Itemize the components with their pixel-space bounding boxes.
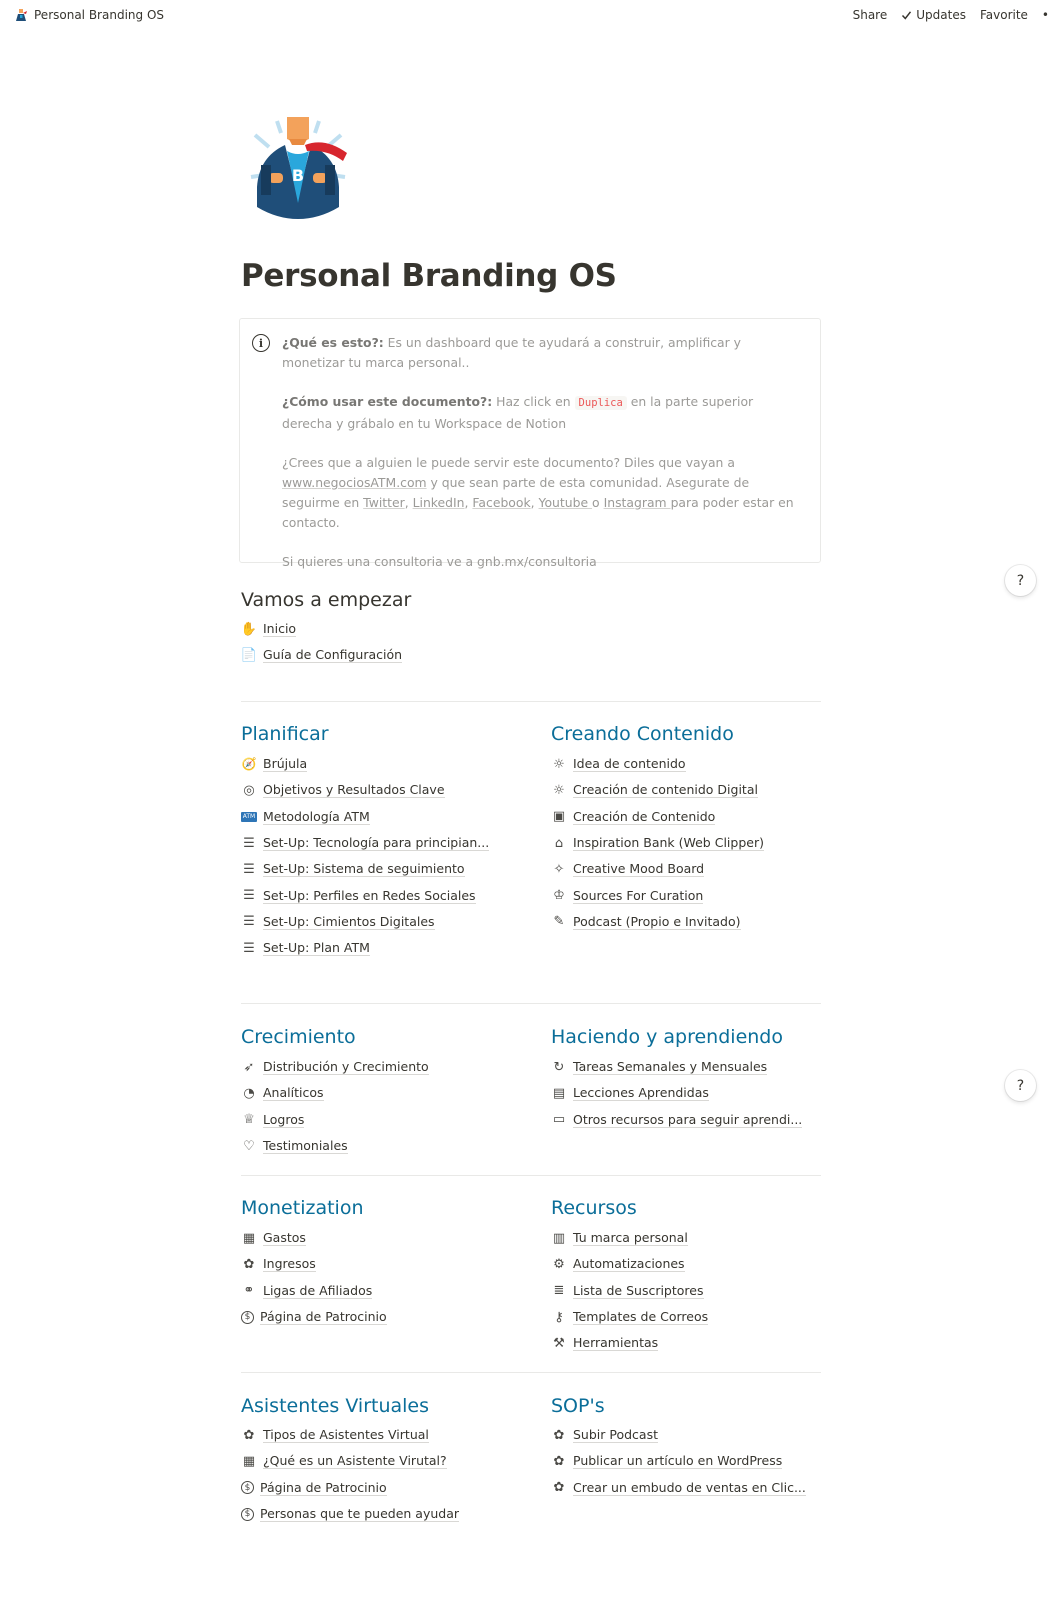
- archive-icon: ▥: [552, 1230, 566, 1246]
- book-icon: ▤: [552, 1085, 566, 1101]
- page-link-set-up-sistema-de-seguimiento[interactable]: [241, 856, 489, 882]
- comma: ,: [464, 494, 473, 510]
- page-link-lista-de-suscriptores[interactable]: [551, 1278, 708, 1304]
- planificar-list: [241, 751, 489, 961]
- callout-what-text: Es un dashboard que te ayudará a construir, amplificar y monetizar tu marca personal..: [282, 335, 742, 370]
- share-label: Share: [852, 8, 888, 22]
- crecimiento-list: [241, 1054, 429, 1159]
- tools-icon: ⚒: [553, 1335, 565, 1351]
- page-link-página-de-patrocinio[interactable]: [241, 1475, 459, 1501]
- page-link-objetivos-y-resultados-clave[interactable]: [241, 777, 489, 803]
- inbox-icon: ⌂: [554, 835, 564, 851]
- puzzle-icon: ✿: [553, 1453, 565, 1469]
- page-link-publicar-un-artículo-en-wordpress[interactable]: [551, 1448, 806, 1474]
- page-link-label: Inicio: [263, 621, 297, 637]
- target-icon: ◎: [243, 782, 255, 798]
- money-icon: ▦: [242, 1230, 256, 1246]
- page-link-label: Set-Up: Tecnología para principian...: [263, 835, 490, 851]
- puzzle-icon: ✿: [553, 1427, 565, 1443]
- crown-icon: ♔: [553, 888, 565, 904]
- page-link-guía-de-configuración[interactable]: [241, 642, 402, 668]
- linkedin-link[interactable]: LinkedIn: [412, 494, 465, 510]
- youtube-link[interactable]: Youtube: [538, 494, 593, 510]
- favorite-button[interactable]: [980, 8, 1028, 22]
- conjunction: o: [592, 494, 604, 510]
- duplica-code: Duplica: [575, 396, 627, 410]
- updates-label: Updates: [916, 8, 966, 22]
- compass-icon: 🧭: [241, 757, 257, 772]
- crecimiento-heading[interactable]: Crecimiento: [241, 1026, 356, 1048]
- page-link-creación-de-contenido[interactable]: [551, 804, 764, 830]
- haciendo-list: [551, 1054, 802, 1133]
- page-link-página-de-patrocinio[interactable]: [241, 1304, 387, 1330]
- page-link-label: Página de Patrocinio: [260, 1309, 387, 1325]
- page-link-testimoniales[interactable]: [241, 1133, 429, 1159]
- svg-text:B: B: [291, 166, 305, 185]
- page-link-label: Creación de Contenido: [573, 808, 716, 824]
- checklist-icon: ☰: [243, 861, 255, 877]
- callout-body: [278, 333, 806, 570]
- callout-how-label: ¿Cómo usar este documento?:: [282, 394, 493, 410]
- page-link-idea-de-contenido[interactable]: [551, 751, 764, 777]
- document-icon: 📄: [240, 647, 258, 663]
- page-link-label: ¿Qué es un Asistente Virutal?: [263, 1453, 447, 1469]
- refresh-icon: ↻: [553, 1059, 565, 1075]
- page-link-qué-es-un-asistente-virutal[interactable]: [241, 1448, 459, 1474]
- page-link-label: Idea de contenido: [573, 756, 686, 772]
- comma: ,: [404, 494, 413, 510]
- key-icon: ⚷: [554, 1309, 564, 1325]
- puzzle-icon: ✿: [243, 1427, 255, 1443]
- haciendo-heading[interactable]: Haciendo y aprendiendo: [551, 1026, 783, 1048]
- asistentes-list: [241, 1422, 459, 1527]
- dollar-circle-icon: $: [241, 1508, 254, 1521]
- page-link-label: Tu marca personal: [573, 1230, 688, 1246]
- sops-list: [551, 1422, 806, 1501]
- page-link-label: Analíticos: [263, 1085, 324, 1101]
- page-link-label: Guía de Configuración: [263, 647, 403, 663]
- page-mini-icon: [14, 8, 28, 22]
- recursos-heading[interactable]: Recursos: [551, 1197, 637, 1219]
- money-icon: ▦: [242, 1453, 256, 1469]
- page-link-label: Creación de contenido Digital: [573, 782, 758, 798]
- info-callout: [239, 318, 821, 570]
- page-link-set-up-tecnología-para-principian[interactable]: [241, 830, 489, 856]
- page-link-label: Creative Mood Board: [573, 861, 705, 877]
- waving-hand-icon: ✋: [240, 621, 258, 637]
- page-link-label: Página de Patrocinio: [260, 1479, 387, 1495]
- page-link-sources-for-curation[interactable]: [551, 882, 764, 908]
- page-link-label: Crear un embudo de ventas en Clic...: [573, 1479, 806, 1495]
- page-link-label: Tipos de Asistentes Virtual: [263, 1427, 429, 1443]
- gauge-icon: ◔: [243, 1085, 255, 1101]
- callout-paragraph-what: [282, 333, 806, 373]
- page-link-label: Gastos: [263, 1230, 306, 1246]
- page-title: Personal Branding OS: [241, 258, 617, 294]
- briefcase-icon: ▣: [552, 809, 566, 825]
- monetization-list: [241, 1225, 387, 1330]
- lightbulb-icon: ☼: [553, 756, 565, 772]
- checklist-icon: ☰: [243, 940, 255, 956]
- more-icon: •: [1041, 8, 1049, 22]
- sparkles-icon: ✧: [553, 861, 565, 877]
- page-link-personas-que-te-pueden-ayudar[interactable]: [241, 1501, 459, 1527]
- page-link-tipos-de-asistentes-virtual[interactable]: [241, 1422, 459, 1448]
- page-link-lecciones-aprendidas[interactable]: [551, 1080, 802, 1106]
- page-link-automatizaciones[interactable]: [551, 1251, 708, 1277]
- negociosatm-link[interactable]: www.negociosATM.com: [282, 475, 427, 491]
- page-link-label: Metodología ATM: [263, 808, 370, 824]
- help-button[interactable]: [1005, 1070, 1036, 1101]
- page-link-label: Set-Up: Perfiles en Redes Sociales: [263, 887, 476, 903]
- checkmark-icon: [901, 10, 912, 21]
- help-button[interactable]: [1005, 565, 1036, 596]
- page-link-label: Templates de Correos: [573, 1309, 709, 1325]
- atm-icon: ATM: [242, 813, 256, 821]
- page-link-label: Herramientas: [573, 1335, 659, 1351]
- page-link-label: Personas que te pueden ayudar: [260, 1506, 460, 1522]
- dollar-circle-icon: $: [241, 1311, 254, 1324]
- page-link-label: Automatizaciones: [573, 1256, 685, 1272]
- checklist-icon: ☰: [243, 888, 255, 904]
- trophy-icon: ♕: [243, 1112, 255, 1128]
- callout-share-text-end: para poder estar en contacto.: [282, 494, 794, 530]
- page-link-label: Ingresos: [263, 1256, 316, 1272]
- callout-paragraph-share: [282, 453, 806, 532]
- divider: [241, 1372, 821, 1373]
- page-link-label: Brújula: [263, 756, 308, 772]
- divider: [241, 1175, 821, 1176]
- callout-paragraph-how: [282, 392, 806, 434]
- page-link-label: Testimoniales: [263, 1138, 348, 1154]
- page-link-label: Ligas de Afiliados: [263, 1282, 373, 1298]
- callout-how-text-pre: Haz click en: [492, 394, 575, 410]
- info-icon: i: [252, 334, 270, 352]
- start-list: [241, 616, 402, 669]
- page-link-templates-de-correos[interactable]: [551, 1304, 708, 1330]
- puzzle-icon: ✿: [553, 1480, 565, 1496]
- creando-list: [551, 751, 764, 935]
- page-link-ingresos[interactable]: [241, 1251, 387, 1277]
- more-options-button[interactable]: [1042, 8, 1049, 22]
- callout-share-text-pre: ¿Crees que a alguien le puede servir este documento? Diles que vayan a: [282, 455, 735, 471]
- sops-heading[interactable]: SOP's: [551, 1395, 605, 1417]
- breadcrumb-title: Personal Branding OS: [34, 8, 165, 22]
- page-link-label: Publicar un artículo en WordPress: [573, 1453, 783, 1469]
- page-link-label: Set-Up: Cimientos Digitales: [263, 913, 435, 929]
- page-link-gastos[interactable]: [241, 1225, 387, 1251]
- comma: ,: [530, 494, 539, 510]
- page-link-logros[interactable]: [241, 1107, 429, 1133]
- checklist-icon: ☰: [243, 914, 255, 930]
- callout-what-label: ¿Qué es esto?:: [282, 335, 384, 350]
- page-link-label: Tareas Semanales y Mensuales: [573, 1059, 768, 1075]
- microphone-icon: ✎: [553, 914, 565, 930]
- twitter-link[interactable]: Twitter: [363, 494, 405, 510]
- monetization-heading[interactable]: Monetization: [241, 1197, 364, 1219]
- recursos-list: [551, 1225, 708, 1356]
- page-link-label: Logros: [263, 1111, 305, 1127]
- page-link-tareas-semanales-y-mensuales[interactable]: [551, 1054, 802, 1080]
- page-link-set-up-perfiles-en-redes-sociales[interactable]: [241, 882, 489, 908]
- page-link-label: Sources For Curation: [573, 887, 704, 903]
- callout-paragraph-consulting: Si quieres una consultoria ve a gnb.mx/consultoria: [282, 554, 597, 570]
- checklist-icon: ☰: [243, 835, 255, 851]
- dollar-circle-icon: $: [241, 1481, 254, 1494]
- page-link-distribución-y-crecimiento[interactable]: [241, 1054, 429, 1080]
- page-link-label: Objetivos y Resultados Clave: [263, 782, 445, 798]
- top-bar: [0, 0, 1061, 30]
- page-link-crear-un-embudo-de-ventas-en-clic[interactable]: [551, 1475, 806, 1501]
- page-link-set-up-plan-atm[interactable]: [241, 935, 489, 961]
- page-link-label: Inspiration Bank (Web Clipper): [573, 835, 764, 851]
- share-button[interactable]: [853, 8, 888, 22]
- page-link-herramientas[interactable]: [551, 1330, 708, 1356]
- planificar-heading[interactable]: Planificar: [241, 723, 329, 745]
- callout-share-text-mid: y que sean parte de esta comunidad. Asegurate de seguirme en: [282, 475, 750, 510]
- page-link-ligas-de-afiliados[interactable]: [241, 1278, 387, 1304]
- question-mark-icon: ?: [1016, 1077, 1025, 1094]
- page-link-label: Podcast (Propio e Invitado): [573, 913, 741, 929]
- bicycle-icon: ⚭: [243, 1283, 255, 1299]
- facebook-link[interactable]: Facebook: [472, 494, 531, 510]
- page-link-subir-podcast[interactable]: [551, 1422, 806, 1448]
- rocket-icon: ➶: [243, 1059, 255, 1075]
- divider: [241, 1003, 821, 1004]
- start-heading: Vamos a empezar: [241, 589, 412, 611]
- page-link-creative-mood-board[interactable]: [551, 856, 764, 882]
- page-link-label: Otros recursos para seguir aprendi...: [573, 1111, 803, 1127]
- page-link-label: Lista de Suscriptores: [573, 1282, 704, 1298]
- callout-how-text-post: en la parte superior derecha y grábalo en tu Workspace de Notion: [282, 394, 754, 431]
- page-link-inspiration-bank-web-clipper[interactable]: [551, 830, 764, 856]
- heart-icon: ♡: [243, 1138, 255, 1154]
- page-link-inicio[interactable]: [241, 616, 402, 642]
- creando-heading[interactable]: Creando Contenido: [551, 723, 734, 745]
- database-icon: ≣: [553, 1283, 565, 1299]
- breadcrumb[interactable]: [14, 8, 164, 22]
- page-link-metodología-atm[interactable]: [241, 804, 489, 830]
- page-link-podcast-propio-e-invitado[interactable]: [551, 909, 764, 935]
- question-mark-icon: ?: [1016, 572, 1025, 589]
- page-link-label: Distribución y Crecimiento: [263, 1059, 429, 1075]
- divider: [241, 701, 821, 702]
- favorite-label: Favorite: [979, 8, 1028, 22]
- robot-icon: ⚙: [553, 1256, 565, 1272]
- page-link-tu-marca-personal[interactable]: [551, 1225, 708, 1251]
- page-link-set-up-cimientos-digitales[interactable]: [241, 909, 489, 935]
- page-link-creación-de-contenido-digital[interactable]: [551, 777, 764, 803]
- page-link-label: Lecciones Aprendidas: [573, 1085, 709, 1101]
- folder-icon: ▭: [552, 1112, 566, 1128]
- lightbulb-icon: ☼: [553, 782, 565, 798]
- superhero-b-icon[interactable]: [247, 117, 349, 219]
- instagram-link[interactable]: Instagram: [603, 494, 671, 510]
- page-link-label: Subir Podcast: [573, 1427, 658, 1443]
- asistentes-heading[interactable]: Asistentes Virtuales: [241, 1395, 430, 1417]
- page-link-otros-recursos-para-seguir-aprendi[interactable]: [551, 1107, 802, 1133]
- updates-button[interactable]: [901, 8, 966, 22]
- puzzle-icon: ✿: [243, 1256, 255, 1272]
- page-link-brújula[interactable]: [241, 751, 489, 777]
- page-link-label: Set-Up: Plan ATM: [263, 940, 370, 956]
- page-link-analíticos[interactable]: [241, 1080, 429, 1106]
- page-link-label: Set-Up: Sistema de seguimiento: [263, 861, 465, 877]
